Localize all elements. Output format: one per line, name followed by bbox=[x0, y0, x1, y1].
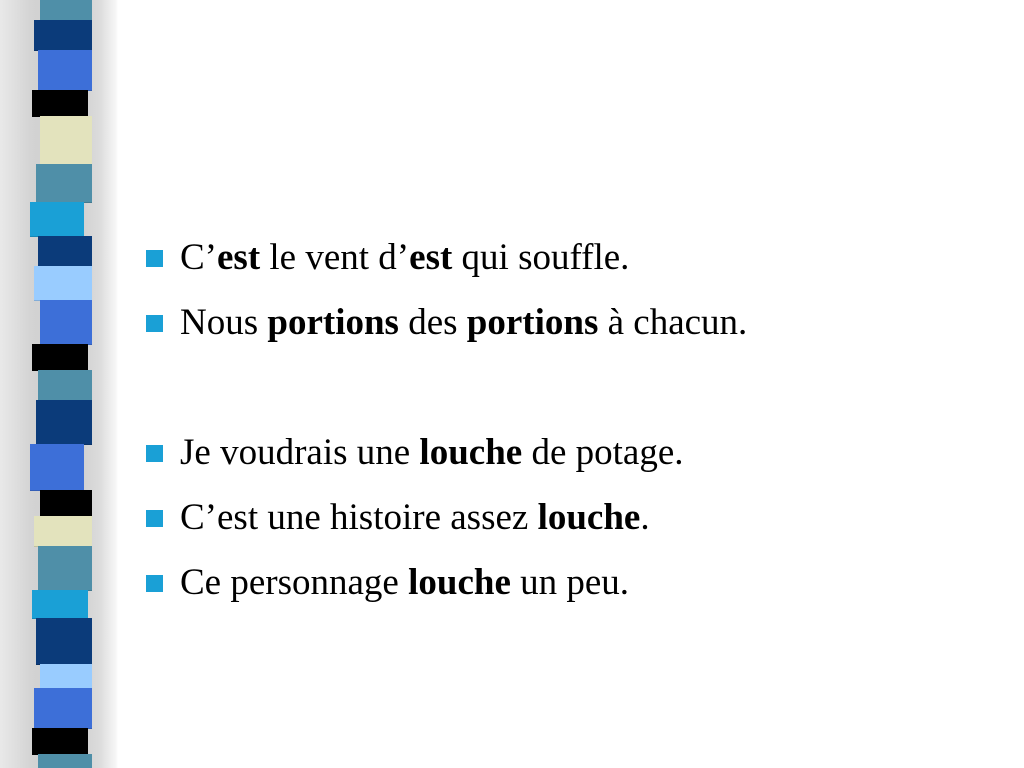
bullet-text: Je voudrais une louche de potage. bbox=[180, 432, 684, 473]
bullet-item-1 bbox=[146, 233, 629, 283]
stripe-band bbox=[30, 202, 84, 237]
stripe-band bbox=[40, 490, 92, 517]
square-bullet-icon bbox=[146, 315, 163, 332]
stripe-band bbox=[40, 116, 92, 165]
square-bullet-icon bbox=[146, 445, 163, 462]
bullet-item-3 bbox=[146, 428, 684, 478]
stripe-band bbox=[36, 400, 92, 445]
stripe-band bbox=[34, 516, 92, 547]
stripe-band bbox=[40, 664, 92, 689]
stripe-band bbox=[36, 618, 92, 665]
stripe-band bbox=[40, 0, 92, 21]
bullet-text: C’est une histoire assez louche. bbox=[180, 497, 650, 538]
stripe-band bbox=[38, 236, 92, 267]
stripe-band bbox=[38, 754, 92, 768]
square-bullet-icon bbox=[146, 510, 163, 527]
stripe-band bbox=[32, 344, 88, 371]
stripe-band bbox=[40, 300, 92, 345]
stripe-band bbox=[32, 590, 88, 619]
bullet-item-2 bbox=[146, 298, 747, 348]
square-bullet-icon bbox=[146, 575, 163, 592]
stripe-band bbox=[30, 444, 84, 491]
stripe-band bbox=[38, 370, 92, 401]
bullet-text: C’est le vent d’est qui souffle. bbox=[180, 237, 630, 278]
bullet-item-5 bbox=[146, 558, 629, 608]
bullet-item-4 bbox=[146, 493, 650, 543]
bullet-text: Ce personnage louche un peu. bbox=[180, 562, 630, 603]
stripe-band bbox=[38, 546, 92, 591]
stripe-band bbox=[32, 90, 88, 117]
decorative-stripe bbox=[34, 0, 100, 768]
stripe-band bbox=[34, 20, 92, 51]
bullet-text: Nous portions des portions à chacun. bbox=[180, 302, 748, 343]
stripe-band bbox=[36, 164, 92, 203]
stripe-band bbox=[34, 266, 92, 301]
stripe-band bbox=[38, 50, 92, 91]
stripe-band bbox=[32, 728, 88, 755]
square-bullet-icon bbox=[146, 250, 163, 267]
stripe-band bbox=[34, 688, 92, 729]
